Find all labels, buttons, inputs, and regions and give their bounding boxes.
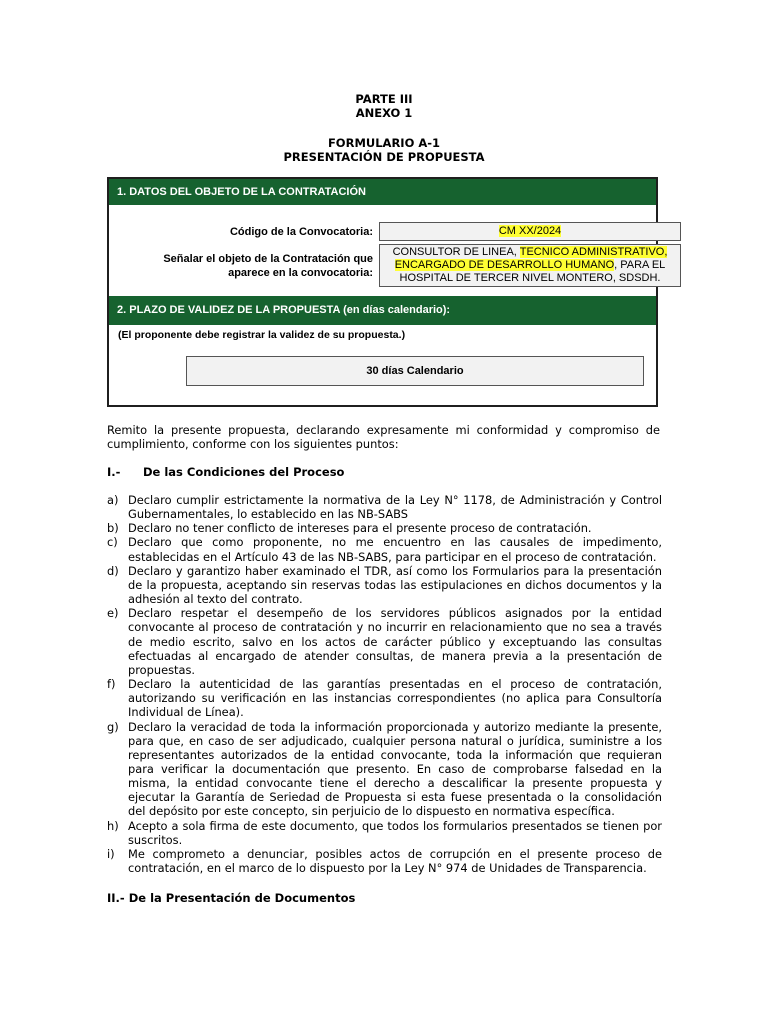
list-marker: a) — [107, 493, 119, 507]
convocatoria-code-value: CM XX/2024 — [498, 225, 562, 237]
list-item-text: Declaro no tener conflicto de intereses para el presente proceso de contratación. — [128, 521, 592, 536]
list-item — [107, 521, 662, 535]
part1-title — [107, 465, 344, 479]
list-item — [107, 564, 662, 606]
list-item — [107, 493, 662, 521]
contract-object-highlight: TECNICO ADMINISTRATIVO, ENCARGADO DE DESARROLLO HUMANO — [394, 246, 668, 271]
validity-field: 30 días Calendario — [186, 356, 644, 386]
contract-object-text-1: CONSULTOR DE LINEA, — [392, 246, 520, 258]
contract-object-label-line2: aparece en la convocatoria: — [228, 267, 373, 279]
list-item — [107, 535, 662, 563]
list-item — [107, 847, 662, 875]
section2-header: 2. PLAZO DE VALIDEZ DE LA PROPUESTA (en días calendario): — [109, 296, 656, 325]
contract-object-text-2: , PARA EL HOSPITAL DE TERCER NIVEL MONTERO, SDSDH. — [399, 259, 666, 284]
contract-object-label-line1: Señalar el objeto de la Contratación que — [163, 253, 373, 265]
convocatoria-code-field — [379, 222, 681, 241]
part2-number: II.- — [107, 891, 125, 905]
list-item-text: Me comprometo a denunciar, posibles actos de corrupción en el presente proceso de contratación, en el marco de lo dispuesto por la Ley N° 974 de Unidades de Transparencia. — [128, 846, 662, 876]
list-marker: g) — [107, 719, 119, 734]
list-marker: f) — [107, 677, 116, 692]
proposal-form-box — [107, 177, 668, 407]
part-heading: PARTE III — [355, 92, 413, 106]
list-item-text: Declaro y garantizo haber examinado el TDR, así como los Formularios para la presentación de la propuesta, aceptando sin reservas todas las estipulaciones en dichos documentos y la adhesión al texto del contrato. — [128, 563, 662, 607]
list-item-text: Declaro cumplir estrictamente la normativa de la Ley N° 1178, de Administración y Control Gubernamentales, lo establecido en las NB-SABS — [128, 493, 662, 522]
part1-title-text: De las Condiciones del Proceso — [143, 465, 345, 479]
conditions-list — [107, 493, 662, 875]
list-item — [107, 819, 662, 847]
list-marker: e) — [107, 606, 119, 621]
list-item-text: Acepto a sola firma de este documento, que todos los formularios presentados se tienen por suscritos. — [128, 818, 662, 847]
form-code-heading: FORMULARIO A-1 — [327, 136, 441, 150]
convocatoria-code-label: Código de la Convocatoria: — [229, 226, 373, 238]
section1-header: 1. DATOS DEL OBJETO DE LA CONTRATACIÓN — [109, 179, 656, 205]
intro-paragraph: Remito la presente propuesta, declarando expresamente mi conformidad y compromiso de cumplimiento, conforme con los siguientes puntos: — [107, 423, 660, 452]
list-item — [107, 606, 662, 677]
list-marker: h) — [107, 818, 119, 833]
list-item-text: Declaro que como proponente, no me encuentro en las causales de impedimento, establecidas en el Artículo 43 de las NB-SABS, para participar en el proceso de contratación. — [128, 535, 662, 564]
list-item-text: Declaro la veracidad de toda la información proporcionada y autorizo mediante la presente, para que, en caso de ser adjudicado, cualquier persona natural o jurídica, suministre a los representantes autorizados de la entidad convocante, toda la información que requieran para verificar la documentación que presento. En caso de comprobarse falsedad en la misma, la entidad convocante tiene el derecho a descalificar la presente propuesta y ejecutar la Garantía de Seriedad de Propuesta si esta fuese presentada o la consolidación del depósito por este concepto, sin perjuicio de lo dispuesto en normativa específica. — [128, 719, 662, 819]
contract-object-label — [129, 252, 373, 280]
list-marker: d) — [107, 563, 119, 578]
annex-heading: ANEXO 1 — [355, 106, 413, 120]
list-item — [107, 720, 662, 819]
list-marker: b) — [107, 521, 119, 536]
part1-number: I.- — [107, 465, 121, 479]
form-title-heading: PRESENTACIÓN DE PROPUESTA — [283, 150, 485, 164]
list-item-text: Declaro la autenticidad de las garantías presentadas en el proceso de contratación, autorizando su verificación en las instancias correspondientes (no aplica para Consultoría Individual de Línea). — [128, 677, 662, 720]
contract-object-field — [379, 244, 681, 287]
part2-title — [107, 891, 355, 905]
list-marker: i) — [107, 846, 115, 861]
list-item — [107, 677, 662, 719]
validity-note: (El proponente debe registrar la validez de su propuesta.) — [118, 329, 406, 341]
list-item-text: Declaro respetar el desempeño de los servidores públicos asignados por la entidad convocante al proceso de contratación y no incurrir en relacionamiento que no sea a través de medio escrito, salvo en los actos de carácter público y exceptuando las consultas efectuadas al encargado de atender consultas, de manera previa a la presentación de propuestas. — [128, 606, 662, 677]
list-marker: c) — [107, 535, 118, 550]
part2-title-text: De la Presentación de Documentos — [128, 891, 356, 905]
